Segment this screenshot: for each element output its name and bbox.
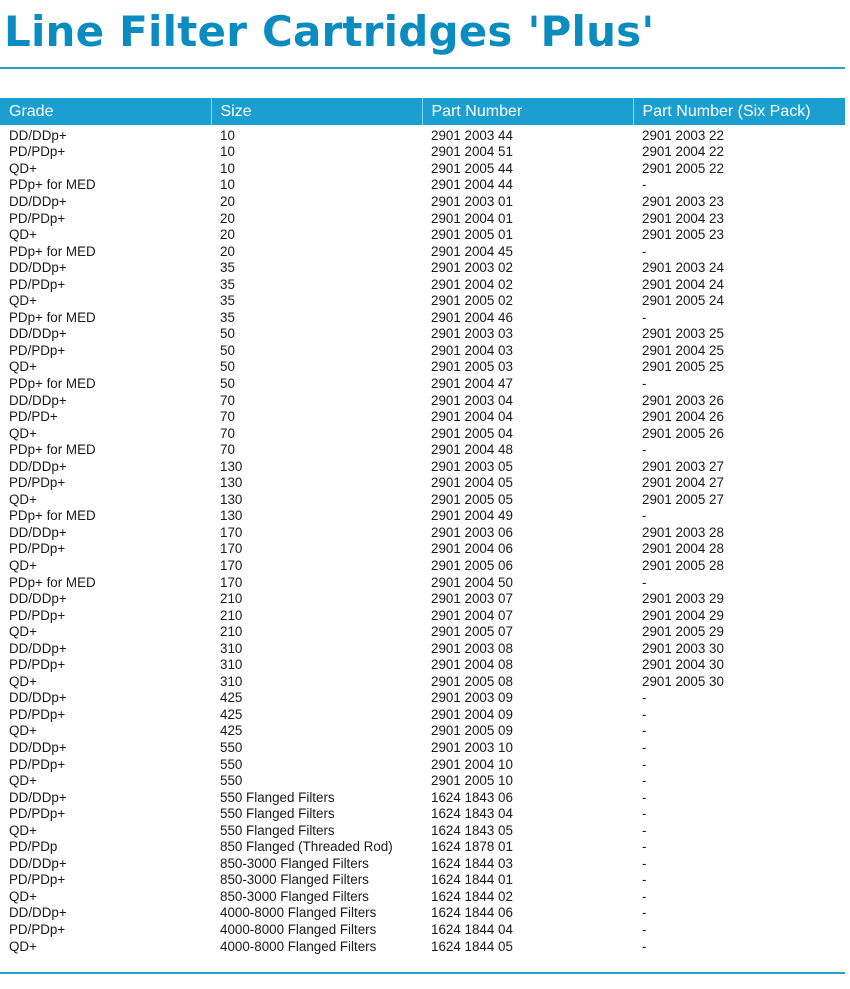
table-row xyxy=(0,855,845,872)
cell-grade: PD/PDp+ xyxy=(9,144,66,160)
cell-grade: DD/DDp+ xyxy=(9,392,67,408)
cell-part-number: 2901 2004 51 xyxy=(431,144,513,160)
cell-six-pack: - xyxy=(642,442,647,458)
table-row xyxy=(0,309,845,326)
table-row xyxy=(0,408,845,425)
cell-part-number: 2901 2004 02 xyxy=(431,276,513,292)
table-row xyxy=(0,144,845,161)
page-title: Line Filter Cartridges 'Plus' xyxy=(4,7,655,56)
cell-part-number: 1624 1844 05 xyxy=(431,938,513,954)
column-header-part-number: Part Number xyxy=(422,98,633,125)
cell-part-number: 2901 2003 02 xyxy=(431,260,513,276)
table-row xyxy=(0,690,845,707)
cell-grade: PDp+ for MED xyxy=(9,177,96,193)
cell-grade: PDp+ for MED xyxy=(9,243,96,259)
cell-grade: DD/DDp+ xyxy=(9,690,67,706)
cell-size: 850-3000 Flanged Filters xyxy=(220,855,369,871)
cell-six-pack: 2901 2004 30 xyxy=(642,657,724,673)
cell-six-pack: 2901 2005 30 xyxy=(642,673,724,689)
cell-size: 35 xyxy=(220,293,235,309)
table-row xyxy=(0,160,845,177)
cell-size: 70 xyxy=(220,392,235,408)
cell-grade: QD+ xyxy=(9,624,37,640)
column-header-six-pack: Part Number (Six Pack) xyxy=(633,98,845,125)
cell-part-number: 2901 2003 44 xyxy=(431,127,513,143)
cell-grade: PD/PDp+ xyxy=(9,276,66,292)
cell-six-pack: 2901 2004 23 xyxy=(642,210,724,226)
cell-six-pack: - xyxy=(642,773,647,789)
cell-size: 70 xyxy=(220,442,235,458)
cell-grade: PDp+ for MED xyxy=(9,574,96,590)
table-row xyxy=(0,359,845,376)
cell-size: 130 xyxy=(220,475,243,491)
cell-grade: QD+ xyxy=(9,673,37,689)
cell-grade: PD/PDp+ xyxy=(9,922,66,938)
cell-grade: DD/DDp+ xyxy=(9,326,67,342)
cell-part-number: 2901 2004 50 xyxy=(431,574,513,590)
table-row xyxy=(0,772,845,789)
cell-part-number: 1624 1844 04 xyxy=(431,922,513,938)
cell-grade: DD/DDp+ xyxy=(9,127,67,143)
cell-part-number: 2901 2004 47 xyxy=(431,375,513,391)
cell-six-pack: - xyxy=(642,905,647,921)
cell-part-number: 2901 2005 07 xyxy=(431,624,513,640)
table-row xyxy=(0,872,845,889)
cell-size: 4000-8000 Flanged Filters xyxy=(220,905,377,921)
table-row xyxy=(0,640,845,657)
cell-six-pack: 2901 2005 26 xyxy=(642,425,724,441)
cell-grade: PD/PDp+ xyxy=(9,475,66,491)
table-row xyxy=(0,292,845,309)
cell-grade: QD+ xyxy=(9,491,37,507)
cell-size: 550 Flanged Filters xyxy=(220,806,335,822)
cell-six-pack: - xyxy=(642,690,647,706)
table-row xyxy=(0,673,845,690)
cell-size: 20 xyxy=(220,243,235,259)
cell-size: 425 xyxy=(220,690,243,706)
cell-grade: DD/DDp+ xyxy=(9,905,67,921)
cell-grade: PD/PDp+ xyxy=(9,657,66,673)
cell-grade: DD/DDp+ xyxy=(9,740,67,755)
cell-size: 850-3000 Flanged Filters xyxy=(220,872,369,888)
table-row xyxy=(0,226,845,243)
title-divider xyxy=(0,67,845,69)
table-row xyxy=(0,458,845,475)
cell-size: 10 xyxy=(220,144,235,160)
cell-part-number: 2901 2004 03 xyxy=(431,342,513,358)
cell-part-number: 2901 2004 48 xyxy=(431,442,513,458)
cell-size: 425 xyxy=(220,723,243,739)
cell-part-number: 2901 2003 09 xyxy=(431,690,513,706)
cell-six-pack: 2901 2005 28 xyxy=(642,557,724,573)
cell-grade: DD/DDp+ xyxy=(9,524,67,540)
cell-size: 20 xyxy=(220,210,235,226)
table-row xyxy=(0,623,845,640)
cell-part-number: 2901 2004 04 xyxy=(431,409,513,425)
table-row xyxy=(0,905,845,922)
cell-part-number: 1624 1843 05 xyxy=(431,822,513,838)
cell-size: 210 xyxy=(220,591,243,607)
table-row xyxy=(0,125,845,144)
cell-six-pack: 2901 2005 24 xyxy=(642,293,724,309)
cell-size: 310 xyxy=(220,657,243,673)
cell-size: 170 xyxy=(220,574,243,590)
table-row xyxy=(0,193,845,210)
cell-six-pack: 2901 2005 23 xyxy=(642,227,724,243)
cell-six-pack: - xyxy=(642,375,647,391)
cell-part-number: 1624 1844 03 xyxy=(431,855,513,871)
table-row xyxy=(0,491,845,508)
cell-size: 850 Flanged (Threaded Rod) xyxy=(220,839,393,855)
cell-six-pack: 2901 2004 22 xyxy=(642,144,724,160)
cell-six-pack: - xyxy=(642,756,647,772)
cell-grade: PDp+ for MED xyxy=(9,309,96,325)
cell-six-pack: - xyxy=(642,740,647,755)
cell-size: 310 xyxy=(220,640,243,656)
table-row xyxy=(0,177,845,194)
cell-grade: PD/PDp+ xyxy=(9,607,66,623)
cell-size: 50 xyxy=(220,342,235,358)
cell-six-pack: - xyxy=(642,309,647,325)
cell-size: 70 xyxy=(220,425,235,441)
cell-size: 35 xyxy=(220,309,235,325)
cell-six-pack: - xyxy=(642,706,647,722)
cell-grade: QD+ xyxy=(9,773,37,789)
table-row xyxy=(0,375,845,392)
cell-grade: PD/PDp+ xyxy=(9,872,66,888)
cell-six-pack: - xyxy=(642,872,647,888)
cell-part-number: 2901 2003 10 xyxy=(431,740,513,755)
table-row xyxy=(0,723,845,740)
table-row xyxy=(0,557,845,574)
cell-grade: PD/PD+ xyxy=(9,409,58,425)
cell-grade: QD+ xyxy=(9,888,37,904)
cell-size: 210 xyxy=(220,624,243,640)
cell-grade: DD/DDp+ xyxy=(9,260,67,276)
table-row xyxy=(0,921,845,938)
cell-size: 130 xyxy=(220,458,243,474)
cell-size: 35 xyxy=(220,276,235,292)
cell-part-number: 2901 2004 05 xyxy=(431,475,513,491)
cell-six-pack: 2901 2003 25 xyxy=(642,326,724,342)
cell-size: 310 xyxy=(220,673,243,689)
cell-six-pack: - xyxy=(642,723,647,739)
cell-part-number: 1624 1843 04 xyxy=(431,806,513,822)
table-row xyxy=(0,706,845,723)
cell-part-number: 2901 2005 06 xyxy=(431,557,513,573)
cell-grade: QD+ xyxy=(9,359,37,375)
table-row xyxy=(0,590,845,607)
cell-size: 210 xyxy=(220,607,243,623)
cell-grade: DD/DDp+ xyxy=(9,855,67,871)
table-row xyxy=(0,441,845,458)
cell-part-number: 1624 1844 01 xyxy=(431,872,513,888)
cell-six-pack: - xyxy=(642,243,647,259)
cell-six-pack: 2901 2003 28 xyxy=(642,524,724,540)
table-row xyxy=(0,888,845,905)
cell-part-number: 2901 2004 06 xyxy=(431,541,513,557)
cell-size: 550 Flanged Filters xyxy=(220,822,335,838)
table-row xyxy=(0,243,845,260)
cell-part-number: 2901 2004 07 xyxy=(431,607,513,623)
cell-part-number: 2901 2003 01 xyxy=(431,193,513,209)
cell-six-pack: 2901 2005 22 xyxy=(642,160,724,176)
cell-part-number: 2901 2005 08 xyxy=(431,673,513,689)
table-row xyxy=(0,508,845,525)
table-row xyxy=(0,938,845,955)
cell-grade: PDp+ for MED xyxy=(9,375,96,391)
cell-six-pack: 2901 2005 29 xyxy=(642,624,724,640)
table-body xyxy=(0,125,845,954)
cell-six-pack: - xyxy=(642,574,647,590)
cell-part-number: 2901 2003 03 xyxy=(431,326,513,342)
table-row xyxy=(0,276,845,293)
cell-part-number: 2901 2005 10 xyxy=(431,773,513,789)
cell-grade: DD/DDp+ xyxy=(9,640,67,656)
table-row xyxy=(0,574,845,591)
cell-size: 170 xyxy=(220,524,243,540)
table-header-row xyxy=(0,98,845,125)
column-header-size: Size xyxy=(211,98,422,125)
table-row xyxy=(0,657,845,674)
cell-six-pack: - xyxy=(642,177,647,193)
cell-six-pack: 2901 2004 24 xyxy=(642,276,724,292)
cell-grade: DD/DDp+ xyxy=(9,193,67,209)
table-row xyxy=(0,541,845,558)
table-row xyxy=(0,259,845,276)
cell-six-pack: - xyxy=(642,922,647,938)
cell-size: 10 xyxy=(220,177,235,193)
cell-grade: PDp+ for MED xyxy=(9,508,96,524)
cell-size: 850-3000 Flanged Filters xyxy=(220,888,369,904)
table-row xyxy=(0,524,845,541)
cell-part-number: 2901 2004 01 xyxy=(431,210,513,226)
cell-six-pack: 2901 2005 27 xyxy=(642,491,724,507)
cell-six-pack: - xyxy=(642,822,647,838)
cell-size: 10 xyxy=(220,127,235,143)
cell-six-pack: - xyxy=(642,888,647,904)
cell-six-pack: 2901 2003 22 xyxy=(642,127,724,143)
cell-six-pack: - xyxy=(642,789,647,805)
cell-part-number: 2901 2005 05 xyxy=(431,491,513,507)
cell-grade: QD+ xyxy=(9,425,37,441)
table-row xyxy=(0,425,845,442)
cell-part-number: 1624 1843 06 xyxy=(431,789,513,805)
cell-size: 170 xyxy=(220,557,243,573)
cell-six-pack: 2901 2004 25 xyxy=(642,342,724,358)
cell-grade: QD+ xyxy=(9,822,37,838)
cell-size: 550 xyxy=(220,773,243,789)
cell-six-pack: 2901 2004 28 xyxy=(642,541,724,557)
cell-grade: PD/PDp+ xyxy=(9,210,66,226)
cell-size: 550 Flanged Filters xyxy=(220,789,335,805)
cell-grade: QD+ xyxy=(9,557,37,573)
table-row xyxy=(0,607,845,624)
cell-part-number: 2901 2004 49 xyxy=(431,508,513,524)
cell-size: 170 xyxy=(220,541,243,557)
cell-size: 4000-8000 Flanged Filters xyxy=(220,938,377,954)
table-row xyxy=(0,210,845,227)
cell-six-pack: - xyxy=(642,839,647,855)
cell-part-number: 2901 2003 04 xyxy=(431,392,513,408)
cell-six-pack: 2901 2004 26 xyxy=(642,409,724,425)
cell-six-pack: 2901 2003 24 xyxy=(642,260,724,276)
cell-size: 10 xyxy=(220,160,235,176)
cell-six-pack: 2901 2003 23 xyxy=(642,193,724,209)
cell-grade: QD+ xyxy=(9,938,37,954)
cell-part-number: 2901 2005 03 xyxy=(431,359,513,375)
filter-cartridges-table xyxy=(0,98,845,954)
table-row xyxy=(0,756,845,773)
cell-part-number: 2901 2004 45 xyxy=(431,243,513,259)
cell-part-number: 1624 1844 02 xyxy=(431,888,513,904)
cell-grade: PDp+ for MED xyxy=(9,442,96,458)
cell-grade: DD/DDp+ xyxy=(9,458,67,474)
cell-size: 20 xyxy=(220,193,235,209)
cell-grade: DD/DDp+ xyxy=(9,789,67,805)
table-row xyxy=(0,822,845,839)
cell-size: 550 xyxy=(220,756,243,772)
cell-grade: PD/PDp xyxy=(9,839,58,855)
cell-six-pack: 2901 2003 29 xyxy=(642,591,724,607)
cell-size: 50 xyxy=(220,375,235,391)
table-row xyxy=(0,789,845,806)
cell-part-number: 2901 2003 08 xyxy=(431,640,513,656)
cell-part-number: 2901 2004 08 xyxy=(431,657,513,673)
cell-six-pack: 2901 2003 30 xyxy=(642,640,724,656)
cell-part-number: 1624 1878 01 xyxy=(431,839,513,855)
cell-part-number: 2901 2003 07 xyxy=(431,591,513,607)
cell-size: 50 xyxy=(220,326,235,342)
table-row xyxy=(0,739,845,756)
cell-part-number: 2901 2005 44 xyxy=(431,160,513,176)
cell-six-pack: 2901 2004 27 xyxy=(642,475,724,491)
cell-size: 130 xyxy=(220,508,243,524)
cell-size: 550 xyxy=(220,740,243,755)
bottom-divider xyxy=(0,972,845,974)
cell-grade: PD/PDp+ xyxy=(9,541,66,557)
cell-grade: QD+ xyxy=(9,723,37,739)
cell-six-pack: 2901 2003 27 xyxy=(642,458,724,474)
cell-size: 50 xyxy=(220,359,235,375)
cell-size: 20 xyxy=(220,227,235,243)
cell-size: 130 xyxy=(220,491,243,507)
cell-part-number: 2901 2005 04 xyxy=(431,425,513,441)
cell-six-pack: 2901 2004 29 xyxy=(642,607,724,623)
table-row xyxy=(0,805,845,822)
cell-part-number: 1624 1844 06 xyxy=(431,905,513,921)
cell-six-pack: - xyxy=(642,806,647,822)
cell-size: 425 xyxy=(220,706,243,722)
cell-grade: QD+ xyxy=(9,160,37,176)
column-header-grade: Grade xyxy=(0,98,211,125)
cell-size: 4000-8000 Flanged Filters xyxy=(220,922,377,938)
cell-size: 35 xyxy=(220,260,235,276)
cell-part-number: 2901 2004 10 xyxy=(431,756,513,772)
cell-part-number: 2901 2005 09 xyxy=(431,723,513,739)
cell-grade: PD/PDp+ xyxy=(9,806,66,822)
table-row xyxy=(0,474,845,491)
cell-part-number: 2901 2004 44 xyxy=(431,177,513,193)
cell-six-pack: 2901 2003 26 xyxy=(642,392,724,408)
cell-grade: PD/PDp+ xyxy=(9,756,66,772)
table-row xyxy=(0,342,845,359)
cell-part-number: 2901 2003 06 xyxy=(431,524,513,540)
cell-size: 70 xyxy=(220,409,235,425)
cell-six-pack: - xyxy=(642,508,647,524)
table-row xyxy=(0,326,845,343)
cell-grade: QD+ xyxy=(9,293,37,309)
cell-part-number: 2901 2003 05 xyxy=(431,458,513,474)
cell-grade: PD/PDp+ xyxy=(9,706,66,722)
cell-six-pack: 2901 2005 25 xyxy=(642,359,724,375)
cell-grade: DD/DDp+ xyxy=(9,591,67,607)
cell-grade: PD/PDp+ xyxy=(9,342,66,358)
cell-six-pack: - xyxy=(642,855,647,871)
cell-part-number: 2901 2004 46 xyxy=(431,309,513,325)
table-row xyxy=(0,392,845,409)
cell-part-number: 2901 2005 02 xyxy=(431,293,513,309)
cell-part-number: 2901 2004 09 xyxy=(431,706,513,722)
cell-part-number: 2901 2005 01 xyxy=(431,227,513,243)
table-row xyxy=(0,839,845,856)
cell-six-pack: - xyxy=(642,938,647,954)
cell-grade: QD+ xyxy=(9,227,37,243)
